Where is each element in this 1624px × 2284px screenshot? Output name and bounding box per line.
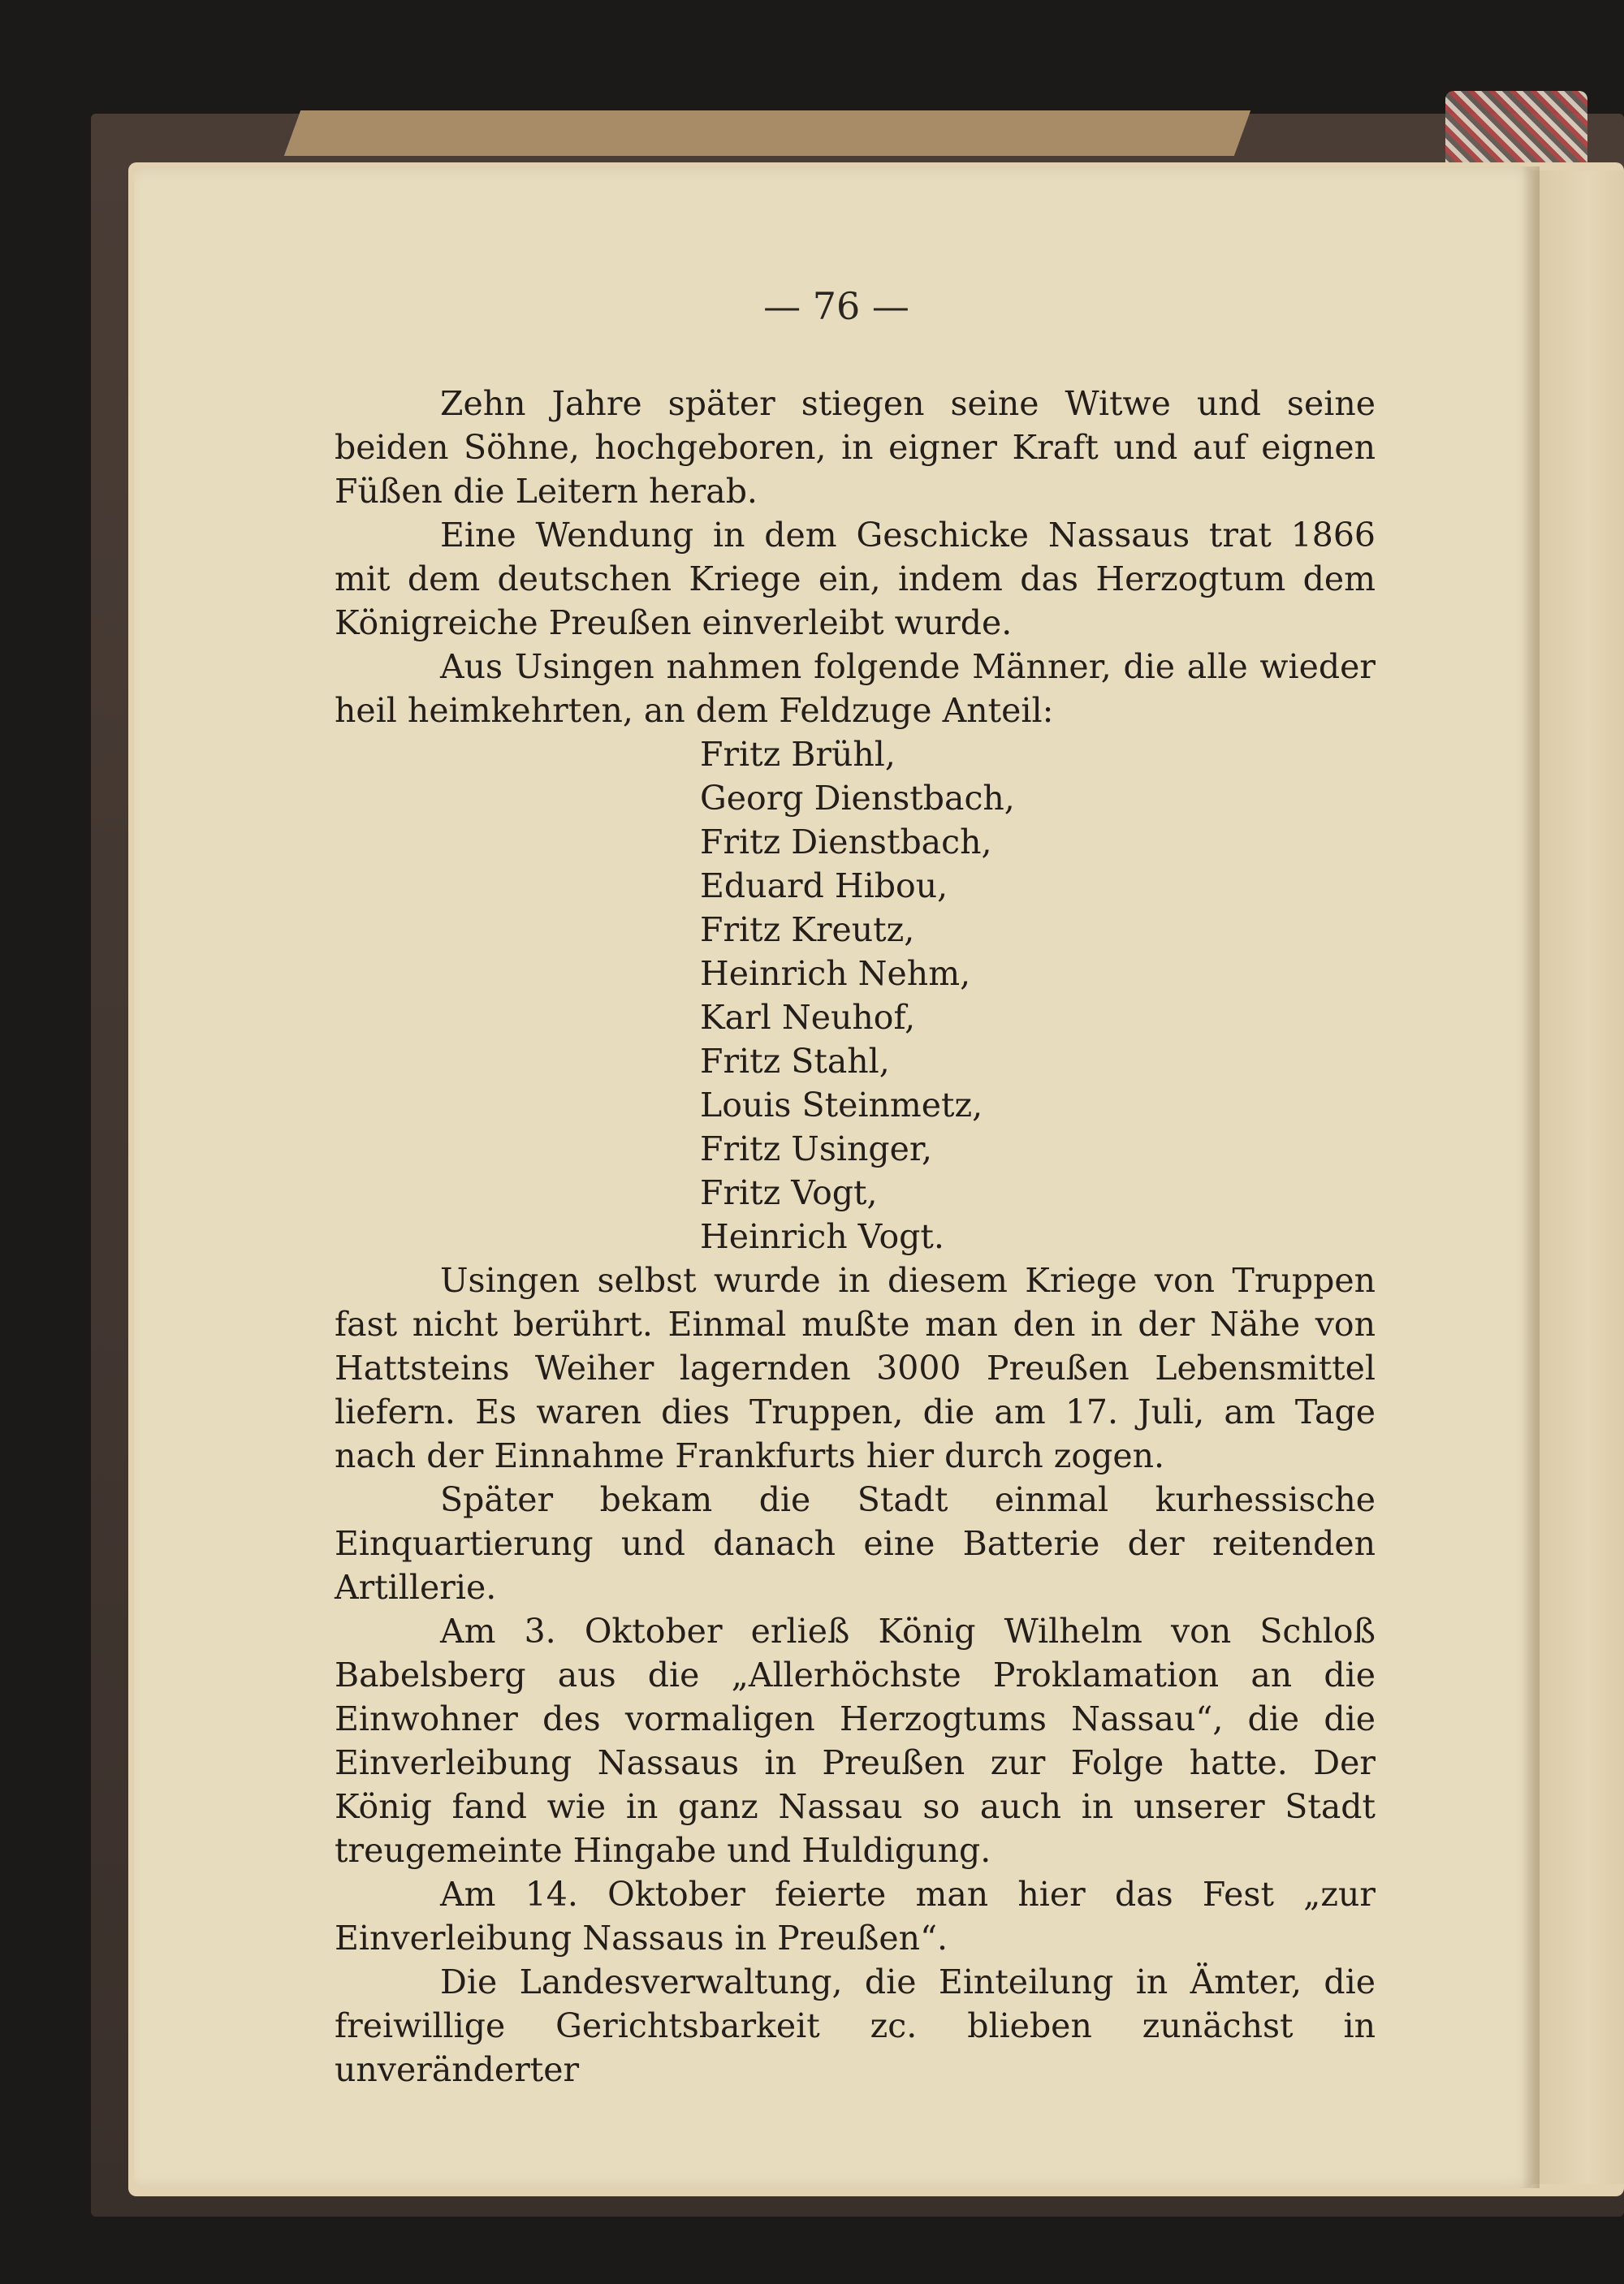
- paragraph: Die Landesverwaltung, die Einteilung in Ämter, die freiwillige Gerichtsbarkeit zc. blieben zunächst in unveränderter: [335, 1962, 1376, 2089]
- list-item: Fritz Usinger,: [700, 1129, 933, 1168]
- page-text: [335, 382, 1376, 2092]
- paragraph: Später bekam die Stadt einmal kurhessische Einquartierung und danach eine Batterie der reitenden Artillerie.: [335, 1480, 1376, 1607]
- list-item: Fritz Kreutz,: [700, 910, 915, 949]
- gutter-shadow: [1522, 166, 1540, 2188]
- paragraph: Zehn Jahre später stiegen seine Witwe und seine beiden Söhne, hochgeboren, in eigner Kraft und auf eignen Füßen die Leitern herab.: [335, 384, 1376, 511]
- paragraph: Usingen selbst wurde in diesem Kriege von Truppen fast nicht berührt. Einmal mußte man den in der Nähe von Hattsteins Weiher lagernden 3000 Preußen Lebensmittel liefern. Es waren dies Truppen, die am 17. Juli, am Tage nach der Einnahme Frankfurts hier durch zogen.: [335, 1261, 1376, 1475]
- page-number: — 76 —: [763, 284, 909, 328]
- paragraph: Am 3. Oktober erließ König Wilhelm von Schloß Babelsberg aus die „Allerhöchste Proklamation an die Einwohner des vormaligen Herzogtums Nassau“, die die Einverleibung Nassaus in Preußen zur Folge hatte. Der König fand wie in ganz Nassau so auch in unserer Stadt treugemeinte Hingabe und Huldigung.: [335, 1612, 1376, 1870]
- book-cover-edge: [284, 110, 1250, 156]
- list-item: Karl Neuhof,: [700, 998, 916, 1037]
- spine-cloth: [1445, 91, 1587, 172]
- paragraph: Aus Usingen nahmen folgende Männer, die alle wieder heil heimkehrten, an dem Feldzuge Anteil:: [335, 647, 1376, 730]
- paragraph: Am 14. Oktober feierte man hier das Fest „zur Einverleibung Nassaus in Preußen“.: [335, 1875, 1376, 1958]
- name-list: [335, 732, 1376, 1259]
- list-item: Fritz Brühl,: [700, 735, 896, 774]
- list-item: Louis Steinmetz,: [700, 1086, 983, 1125]
- list-item: Heinrich Vogt.: [700, 1217, 944, 1256]
- paragraph: Eine Wendung in dem Geschicke Nassaus trat 1866 mit dem deutschen Kriege ein, indem das Herzogtum dem Königreiche Preußen einverleibt wurde.: [335, 516, 1376, 642]
- list-item: Eduard Hibou,: [700, 866, 948, 905]
- list-item: Fritz Stahl,: [700, 1042, 890, 1081]
- list-item: Heinrich Nehm,: [700, 954, 971, 993]
- next-page-edge: [1533, 171, 1624, 2184]
- list-item: Georg Dienstbach,: [700, 779, 1015, 818]
- list-item: Fritz Vogt,: [700, 1173, 878, 1212]
- list-item: Fritz Dienstbach,: [700, 822, 992, 861]
